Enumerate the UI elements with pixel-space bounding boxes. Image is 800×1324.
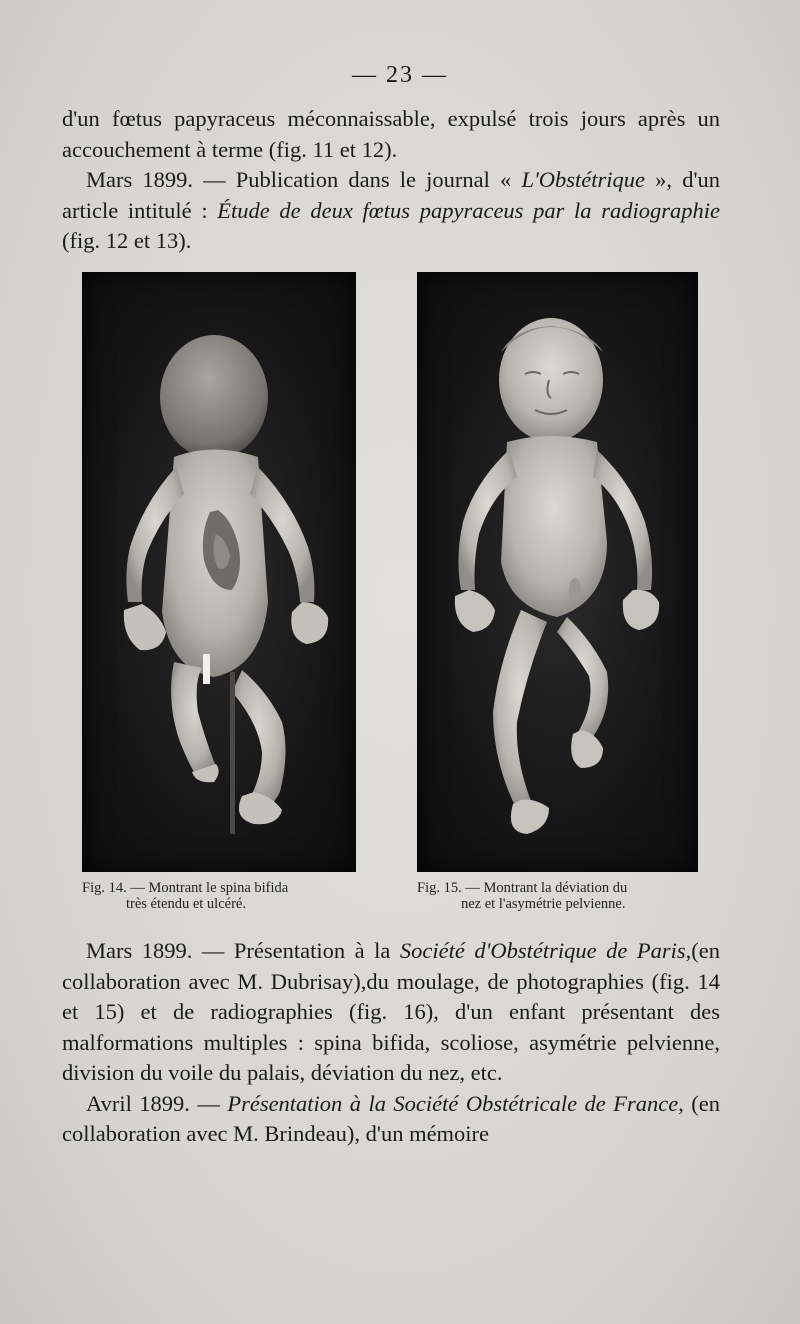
bottom-text-block [62,936,720,1150]
paragraph-presentation-paris [62,936,720,1089]
figure-14-caption [82,880,382,912]
figure-15-caption [417,880,722,912]
presentation-paris-intro: Mars 1899. — Présentation à la [86,938,400,963]
figure-15-caption-line2: nez et l'asymétrie pelvienne. [461,896,626,912]
publication-intro: Mars 1899. — Publication dans le journal « [86,167,522,192]
publication-mid: », d'un article intitulé : [62,167,720,223]
figure-15-caption-line1: Fig. 15. — Montrant la déviation du [417,880,628,896]
paragraph-presentation-france [62,1089,720,1150]
fetus-front-illustration [417,272,698,872]
publication-end: (fig. 12 et 13). [62,228,192,253]
presentation-france-body: , (en collaboration avec M. Brindeau), d'un mémoire [62,1090,721,1146]
society-paris-name: Société d'Obstétrique de Paris [399,938,686,963]
fetus-back-illustration [82,272,356,872]
paragraph-publication [62,165,720,257]
society-france-title: Présentation à la Société Obstétricale de France [227,1090,679,1116]
article-title: Étude de deux fœtus papyraceus par la radiographie [217,197,720,223]
photo-fetus-back [82,272,356,872]
top-text-block [62,104,720,257]
presentation-paris-body: ,(en collaboration avec M. Dubrisay),du moulage, de photographies (fig. 14 et 15) et de radiographies (fig. 16), d'un enfant présentant des malformations multiples : spina bifida, scoliose, asymétrie pelvienne, division du voile du palais, déviation du nez, etc. [62,938,720,1085]
journal-title: L'Obstétrique [521,167,646,192]
presentation-france-intro: Avril 1899. — [86,1090,228,1116]
figure-14-caption-line2: très étendu et ulcéré. [126,896,246,912]
photo-fetus-front [417,272,698,872]
paragraph-fetus-expulsion: d'un fœtus papyraceus méconnaissable, expulsé trois jours après un accouchement à terme (fig. 11 et 12). [62,106,720,162]
figure-14-caption-line1: Fig. 14. — Montrant le spina bifida [82,880,289,896]
page-number: — 23 — [352,62,448,88]
